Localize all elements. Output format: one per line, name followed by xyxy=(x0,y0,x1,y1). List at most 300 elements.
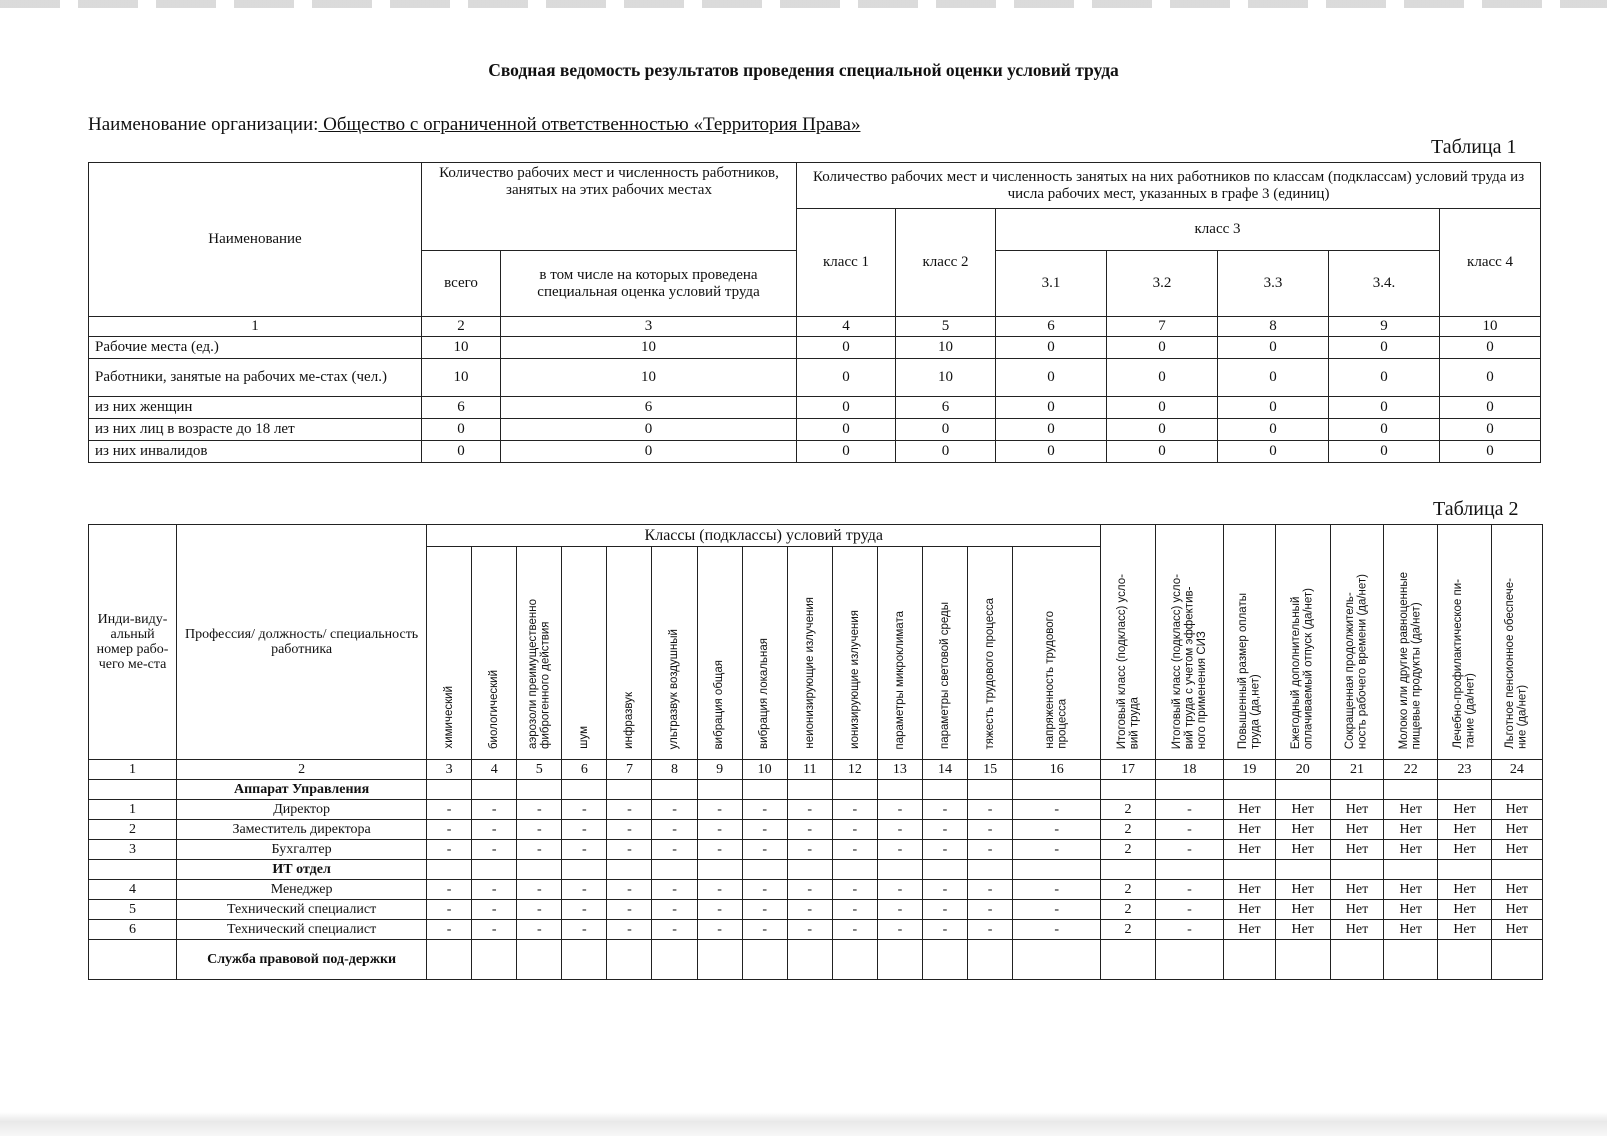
t2-empty-cell xyxy=(652,780,697,800)
t2-factor-value: - xyxy=(742,900,787,920)
t2-benefit-value: Нет xyxy=(1275,900,1330,920)
t1-cell: 10 xyxy=(501,337,797,359)
t2-empty-cell xyxy=(1155,860,1224,880)
t2-benefit-value: Нет xyxy=(1438,880,1491,900)
t2-column-number: 20 xyxy=(1275,760,1330,780)
t2-benefit-value: Нет xyxy=(1275,840,1330,860)
t2-header-short-hours: Сокращенная продолжитель- ность рабочего времени (да/нет) xyxy=(1330,525,1383,760)
t2-benefit-value: Нет xyxy=(1384,820,1438,840)
t2-factor-value: - xyxy=(427,900,472,920)
t2-empty-cell xyxy=(89,860,177,880)
t2-factor-value: - xyxy=(968,880,1013,900)
t2-empty-cell xyxy=(1224,780,1275,800)
t2-column-number: 4 xyxy=(472,760,517,780)
t2-column-number: 12 xyxy=(832,760,877,780)
t1-cell: 0 xyxy=(422,441,501,463)
organization-line xyxy=(88,114,860,136)
t2-column-number: 24 xyxy=(1491,760,1542,780)
t2-workplace-row xyxy=(89,820,1543,840)
t2-workplace-row xyxy=(89,800,1543,820)
t2-factor-value: - xyxy=(517,800,562,820)
t2-factor-value: - xyxy=(832,840,877,860)
t2-empty-cell xyxy=(517,780,562,800)
t1-cell: 0 xyxy=(896,419,996,441)
t2-header-factor: биологический xyxy=(472,547,517,760)
t1-column-number: 5 xyxy=(896,317,996,337)
t1-cell: 0 xyxy=(1329,359,1440,397)
t2-factor-value: - xyxy=(968,840,1013,860)
t2-empty-cell xyxy=(1384,780,1438,800)
t2-final-class: 2 xyxy=(1101,820,1155,840)
t2-factor-value: - xyxy=(877,820,922,840)
t2-factor-value: - xyxy=(607,820,652,840)
t2-empty-cell xyxy=(1384,940,1438,980)
t2-workplace-row xyxy=(89,920,1543,940)
t2-factor-value: - xyxy=(697,840,742,860)
t2-final-class: 2 xyxy=(1101,840,1155,860)
t1-cell: 0 xyxy=(996,359,1107,397)
t2-benefit-value: Нет xyxy=(1438,820,1491,840)
t2-header-factor: тяжесть трудового процесса xyxy=(968,547,1013,760)
t1-cell: 0 xyxy=(996,337,1107,359)
t2-empty-cell xyxy=(562,940,607,980)
t1-cell: 0 xyxy=(1107,359,1218,397)
t2-benefit-value: Нет xyxy=(1224,820,1275,840)
t1-header-sub-3-3: 3.3 xyxy=(1218,251,1329,317)
t2-factor-value: - xyxy=(472,900,517,920)
summary-table xyxy=(88,162,1541,463)
t2-column-number: 17 xyxy=(1101,760,1155,780)
t2-benefit-value: Нет xyxy=(1384,920,1438,940)
t2-final-class-siz: - xyxy=(1155,880,1224,900)
table1-caption: Таблица 1 xyxy=(1431,136,1517,158)
t1-cell: 0 xyxy=(501,441,797,463)
t1-header-class4: класс 4 xyxy=(1440,209,1541,317)
t2-factor-value: - xyxy=(787,820,832,840)
t2-factor-value: - xyxy=(787,920,832,940)
t2-benefit-value: Нет xyxy=(1330,820,1383,840)
t2-empty-cell xyxy=(427,940,472,980)
t2-header-factor: вибрация локальная xyxy=(742,547,787,760)
t2-factor-value: - xyxy=(787,900,832,920)
t2-header-factor: ионизирующие излучения xyxy=(832,547,877,760)
t2-benefit-value: Нет xyxy=(1330,840,1383,860)
t1-cell: 0 xyxy=(797,419,896,441)
t2-benefit-value: Нет xyxy=(1491,820,1542,840)
t2-benefit-value: Нет xyxy=(1330,900,1383,920)
t2-factor-value: - xyxy=(472,920,517,940)
t2-empty-cell xyxy=(607,780,652,800)
t1-cell: 0 xyxy=(1218,359,1329,397)
t2-workplace-row xyxy=(89,840,1543,860)
t2-workplace-id: 4 xyxy=(89,880,177,900)
t2-benefit-value: Нет xyxy=(1384,800,1438,820)
t2-empty-cell xyxy=(1275,780,1330,800)
t2-factor-value: - xyxy=(697,800,742,820)
t2-empty-cell xyxy=(1491,780,1542,800)
t2-empty-cell xyxy=(968,780,1013,800)
t1-column-number: 9 xyxy=(1329,317,1440,337)
t2-benefit-value: Нет xyxy=(1438,800,1491,820)
t2-factor-value: - xyxy=(742,840,787,860)
t2-empty-cell xyxy=(607,940,652,980)
t2-section-title: Служба правовой под-держки xyxy=(177,940,427,980)
t2-factor-value: - xyxy=(472,840,517,860)
t2-benefit-value: Нет xyxy=(1224,840,1275,860)
t1-cell: 0 xyxy=(996,419,1107,441)
t2-factor-value: - xyxy=(742,820,787,840)
t1-row xyxy=(89,337,1541,359)
t1-header-count: Количество рабочих мест и численность работников, занятых на этих рабочих местах xyxy=(422,163,797,251)
t1-row-name: Работники, занятые на рабочих ме-стах (чел.) xyxy=(89,359,422,397)
t2-empty-cell xyxy=(1438,940,1491,980)
t1-column-number: 7 xyxy=(1107,317,1218,337)
t2-column-number: 5 xyxy=(517,760,562,780)
t2-empty-cell xyxy=(787,780,832,800)
t2-factor-value: - xyxy=(517,920,562,940)
t2-benefit-value: Нет xyxy=(1275,800,1330,820)
t1-cell: 0 xyxy=(1440,397,1541,419)
t1-cell: 0 xyxy=(1329,419,1440,441)
scan-top-edge xyxy=(0,0,1607,8)
t2-empty-cell xyxy=(922,780,967,800)
t2-section-title: ИТ отдел xyxy=(177,860,427,880)
t2-factor-value: - xyxy=(877,840,922,860)
t2-column-number: 2 xyxy=(177,760,427,780)
t2-empty-cell xyxy=(89,780,177,800)
t2-empty-cell xyxy=(877,860,922,880)
t2-empty-cell xyxy=(1384,860,1438,880)
t2-factor-value: - xyxy=(427,920,472,940)
t2-profession: Технический специалист xyxy=(177,900,427,920)
t2-factor-value: - xyxy=(922,900,967,920)
t2-factor-value: - xyxy=(427,880,472,900)
t2-final-class-siz: - xyxy=(1155,800,1224,820)
t1-cell: 10 xyxy=(896,337,996,359)
t1-cell: 6 xyxy=(896,397,996,419)
t2-empty-cell xyxy=(922,860,967,880)
t2-benefit-value: Нет xyxy=(1491,900,1542,920)
t2-factor-value: - xyxy=(652,800,697,820)
t2-factor-value: - xyxy=(922,820,967,840)
t2-benefit-value: Нет xyxy=(1330,920,1383,940)
t2-header-factor: параметры световой среды xyxy=(922,547,967,760)
workplace-table xyxy=(88,524,1543,980)
t2-column-number: 22 xyxy=(1384,760,1438,780)
t1-row xyxy=(89,359,1541,397)
t2-empty-cell xyxy=(517,940,562,980)
t2-column-number: 23 xyxy=(1438,760,1491,780)
t2-factor-value: - xyxy=(697,900,742,920)
t1-cell: 0 xyxy=(1440,337,1541,359)
t1-column-number: 4 xyxy=(797,317,896,337)
t1-row-name: Рабочие места (ед.) xyxy=(89,337,422,359)
t1-cell: 0 xyxy=(1329,441,1440,463)
t2-factor-value: - xyxy=(697,880,742,900)
t2-factor-value: - xyxy=(922,800,967,820)
t2-empty-cell xyxy=(1101,860,1155,880)
t2-benefit-value: Нет xyxy=(1384,840,1438,860)
t2-factor-value: - xyxy=(517,900,562,920)
t1-cell: 0 xyxy=(422,419,501,441)
t2-final-class: 2 xyxy=(1101,920,1155,940)
t1-row-name: из них лиц в возрасте до 18 лет xyxy=(89,419,422,441)
t1-column-number: 8 xyxy=(1218,317,1329,337)
t2-empty-cell xyxy=(1155,940,1224,980)
t2-benefit-value: Нет xyxy=(1224,900,1275,920)
t2-benefit-value: Нет xyxy=(1275,820,1330,840)
t2-final-class-siz: - xyxy=(1155,820,1224,840)
t1-cell: 0 xyxy=(1440,441,1541,463)
t2-column-number: 10 xyxy=(742,760,787,780)
t2-header-factor: инфразвук xyxy=(607,547,652,760)
t2-factor-value: - xyxy=(922,880,967,900)
t2-empty-cell xyxy=(1330,860,1383,880)
t2-empty-cell xyxy=(562,780,607,800)
t2-empty-cell xyxy=(517,860,562,880)
t1-column-numbers-row xyxy=(89,317,1541,337)
t1-cell: 6 xyxy=(501,397,797,419)
t2-factor-value: - xyxy=(832,880,877,900)
t2-benefit-value: Нет xyxy=(1384,900,1438,920)
t2-empty-cell xyxy=(1155,780,1224,800)
t1-cell: 0 xyxy=(1329,397,1440,419)
t2-factor-value: - xyxy=(877,800,922,820)
t2-column-number: 15 xyxy=(968,760,1013,780)
t1-cell: 0 xyxy=(1107,397,1218,419)
t2-factor-value: - xyxy=(877,880,922,900)
t2-column-number: 9 xyxy=(697,760,742,780)
t2-header-pay: Повышенный размер оплаты труда (да,нет) xyxy=(1224,525,1275,760)
t2-factor-value: - xyxy=(652,820,697,840)
t1-header-class1: класс 1 xyxy=(797,209,896,317)
t2-header-id: Инди-виду-альный номер рабо-чего ме-ста xyxy=(89,525,177,760)
t2-factor-value: - xyxy=(427,800,472,820)
t1-header-sub-3-4: 3.4. xyxy=(1329,251,1440,317)
t2-header-factor: шум xyxy=(562,547,607,760)
t2-column-number: 21 xyxy=(1330,760,1383,780)
t2-empty-cell xyxy=(1491,860,1542,880)
t2-workplace-id: 6 xyxy=(89,920,177,940)
t2-factor-value: - xyxy=(787,880,832,900)
t2-header-classes: Классы (подклассы) условий труда xyxy=(427,525,1101,547)
t1-header-class2: класс 2 xyxy=(896,209,996,317)
t2-empty-cell xyxy=(1101,940,1155,980)
t2-factor-value: - xyxy=(922,840,967,860)
t1-cell: 6 xyxy=(422,397,501,419)
t2-factor-value: - xyxy=(697,920,742,940)
t2-column-numbers-row xyxy=(89,760,1543,780)
t2-factor-value: - xyxy=(607,800,652,820)
t2-column-number: 1 xyxy=(89,760,177,780)
t1-cell: 0 xyxy=(996,397,1107,419)
t2-factor-value: - xyxy=(742,880,787,900)
t2-column-number: 19 xyxy=(1224,760,1275,780)
t2-workplace-id: 2 xyxy=(89,820,177,840)
t2-factor-value: - xyxy=(742,920,787,940)
t2-empty-cell xyxy=(652,940,697,980)
t2-workplace-id: 1 xyxy=(89,800,177,820)
t2-factor-value: - xyxy=(922,920,967,940)
t2-factor-value: - xyxy=(787,800,832,820)
t2-column-number: 14 xyxy=(922,760,967,780)
t2-header-final-class-siz: Итоговый класс (подкласс) усло- вий труда с учетом эффектив- ного применения СИЗ xyxy=(1155,525,1224,760)
t2-workplace-row xyxy=(89,880,1543,900)
t2-factor-value: - xyxy=(472,800,517,820)
t1-cell: 10 xyxy=(422,337,501,359)
t2-column-number: 11 xyxy=(787,760,832,780)
t2-empty-cell xyxy=(968,860,1013,880)
t1-row-name: из них инвалидов xyxy=(89,441,422,463)
t1-header-sub-3-1: 3.1 xyxy=(996,251,1107,317)
t1-header-classes: Количество рабочих мест и численность занятых на них работников по классам (подклассам) условий труда из числа рабочих мест, указанных в графе 3 (единиц) xyxy=(797,163,1541,209)
t2-factor-value: - xyxy=(427,840,472,860)
t2-factor-value: - xyxy=(652,920,697,940)
t1-header-assessed: в том числе на которых проведена специальная оценка условий труда xyxy=(501,251,797,317)
t2-workplace-row xyxy=(89,900,1543,920)
t2-profession: Технический специалист xyxy=(177,920,427,940)
t2-factor-value: - xyxy=(517,840,562,860)
t1-column-number: 10 xyxy=(1440,317,1541,337)
t2-factor-value: - xyxy=(562,900,607,920)
t2-benefit-value: Нет xyxy=(1330,880,1383,900)
t2-benefit-value: Нет xyxy=(1224,920,1275,940)
t2-benefit-value: Нет xyxy=(1438,840,1491,860)
t2-factor-value: - xyxy=(1013,800,1101,820)
t1-cell: 0 xyxy=(797,397,896,419)
t2-benefit-value: Нет xyxy=(1438,920,1491,940)
t2-section-row xyxy=(89,860,1543,880)
t2-factor-value: - xyxy=(562,820,607,840)
t2-header-pension: Льготное пенсионное обеспече- ние (да/нет) xyxy=(1491,525,1542,760)
t1-cell: 0 xyxy=(1107,441,1218,463)
t2-benefit-value: Нет xyxy=(1384,880,1438,900)
t2-column-number: 13 xyxy=(877,760,922,780)
t2-empty-cell xyxy=(427,860,472,880)
t1-cell: 0 xyxy=(1107,337,1218,359)
t2-empty-cell xyxy=(1013,940,1101,980)
t2-empty-cell xyxy=(697,860,742,880)
t2-factor-value: - xyxy=(562,800,607,820)
t2-empty-cell xyxy=(832,940,877,980)
t2-profession: Бухгалтер xyxy=(177,840,427,860)
t2-empty-cell xyxy=(922,940,967,980)
t1-cell: 0 xyxy=(1329,337,1440,359)
t2-empty-cell xyxy=(968,940,1013,980)
t2-factor-value: - xyxy=(1013,920,1101,940)
scan-bottom-edge xyxy=(0,1112,1607,1136)
t2-profession: Директор xyxy=(177,800,427,820)
t2-factor-value: - xyxy=(607,920,652,940)
t2-final-class-siz: - xyxy=(1155,920,1224,940)
t2-empty-cell xyxy=(832,860,877,880)
t2-factor-value: - xyxy=(697,820,742,840)
t1-header-total: всего xyxy=(422,251,501,317)
table2-caption: Таблица 2 xyxy=(1433,498,1519,520)
t1-column-number: 3 xyxy=(501,317,797,337)
t2-empty-cell xyxy=(832,780,877,800)
t1-row xyxy=(89,397,1541,419)
t2-column-number: 3 xyxy=(427,760,472,780)
t2-header-factor: химический xyxy=(427,547,472,760)
t2-factor-value: - xyxy=(1013,900,1101,920)
t2-factor-value: - xyxy=(517,880,562,900)
t2-factor-value: - xyxy=(742,800,787,820)
t2-empty-cell xyxy=(787,940,832,980)
t1-cell: 0 xyxy=(1218,337,1329,359)
t2-empty-cell xyxy=(787,860,832,880)
t1-header-class3: класс 3 xyxy=(996,209,1440,251)
t1-header-sub-3-2: 3.2 xyxy=(1107,251,1218,317)
t2-empty-cell xyxy=(1101,780,1155,800)
t2-factor-value: - xyxy=(1013,880,1101,900)
t2-empty-cell xyxy=(1224,940,1275,980)
t1-cell: 0 xyxy=(896,441,996,463)
t2-factor-value: - xyxy=(607,880,652,900)
t1-cell: 0 xyxy=(1107,419,1218,441)
t2-header-factor: неионизирующие излучения xyxy=(787,547,832,760)
t2-empty-cell xyxy=(742,780,787,800)
t2-header-factor: вибрация общая xyxy=(697,547,742,760)
t1-cell: 0 xyxy=(501,419,797,441)
t2-benefit-value: Нет xyxy=(1275,880,1330,900)
t2-header-vacation: Ежегодный дополнительный оплачиваемый отпуск (да/нет) xyxy=(1275,525,1330,760)
t2-section-row xyxy=(89,940,1543,980)
t1-column-number: 2 xyxy=(422,317,501,337)
t2-factor-value: - xyxy=(968,900,1013,920)
t2-factor-value: - xyxy=(968,800,1013,820)
t2-header-factor: напряженность трудового процесса xyxy=(1013,547,1101,760)
t2-empty-cell xyxy=(1438,860,1491,880)
t2-empty-cell xyxy=(742,940,787,980)
t2-empty-cell xyxy=(1275,860,1330,880)
t2-benefit-value: Нет xyxy=(1275,920,1330,940)
t2-workplace-id: 3 xyxy=(89,840,177,860)
t2-profession: Менеджер xyxy=(177,880,427,900)
t2-empty-cell xyxy=(472,780,517,800)
t2-factor-value: - xyxy=(832,920,877,940)
t2-factor-value: - xyxy=(877,920,922,940)
t2-benefit-value: Нет xyxy=(1438,900,1491,920)
t2-factor-value: - xyxy=(652,840,697,860)
t2-empty-cell xyxy=(1438,780,1491,800)
t2-factor-value: - xyxy=(832,800,877,820)
t2-benefit-value: Нет xyxy=(1491,800,1542,820)
t2-column-number: 8 xyxy=(652,760,697,780)
t1-cell: 0 xyxy=(1218,441,1329,463)
t1-row xyxy=(89,441,1541,463)
t2-column-number: 6 xyxy=(562,760,607,780)
t2-factor-value: - xyxy=(787,840,832,860)
t2-workplace-id: 5 xyxy=(89,900,177,920)
t2-section-row xyxy=(89,780,1543,800)
t2-header-nutrition: Лечебно-профилактическое пи- тание (да/нет) xyxy=(1438,525,1491,760)
t1-cell: 0 xyxy=(1440,419,1541,441)
t2-header-milk: Молоко или другие равноценные пищевые продукты (да/нет) xyxy=(1384,525,1438,760)
t2-factor-value: - xyxy=(472,880,517,900)
t2-empty-cell xyxy=(1330,940,1383,980)
t2-empty-cell xyxy=(427,780,472,800)
t2-empty-cell xyxy=(1275,940,1330,980)
t2-factor-value: - xyxy=(832,900,877,920)
t2-factor-value: - xyxy=(877,900,922,920)
t2-column-number: 16 xyxy=(1013,760,1101,780)
t2-final-class: 2 xyxy=(1101,880,1155,900)
t2-empty-cell xyxy=(877,940,922,980)
t2-empty-cell xyxy=(742,860,787,880)
t2-empty-cell xyxy=(1013,780,1101,800)
t2-empty-cell xyxy=(877,780,922,800)
